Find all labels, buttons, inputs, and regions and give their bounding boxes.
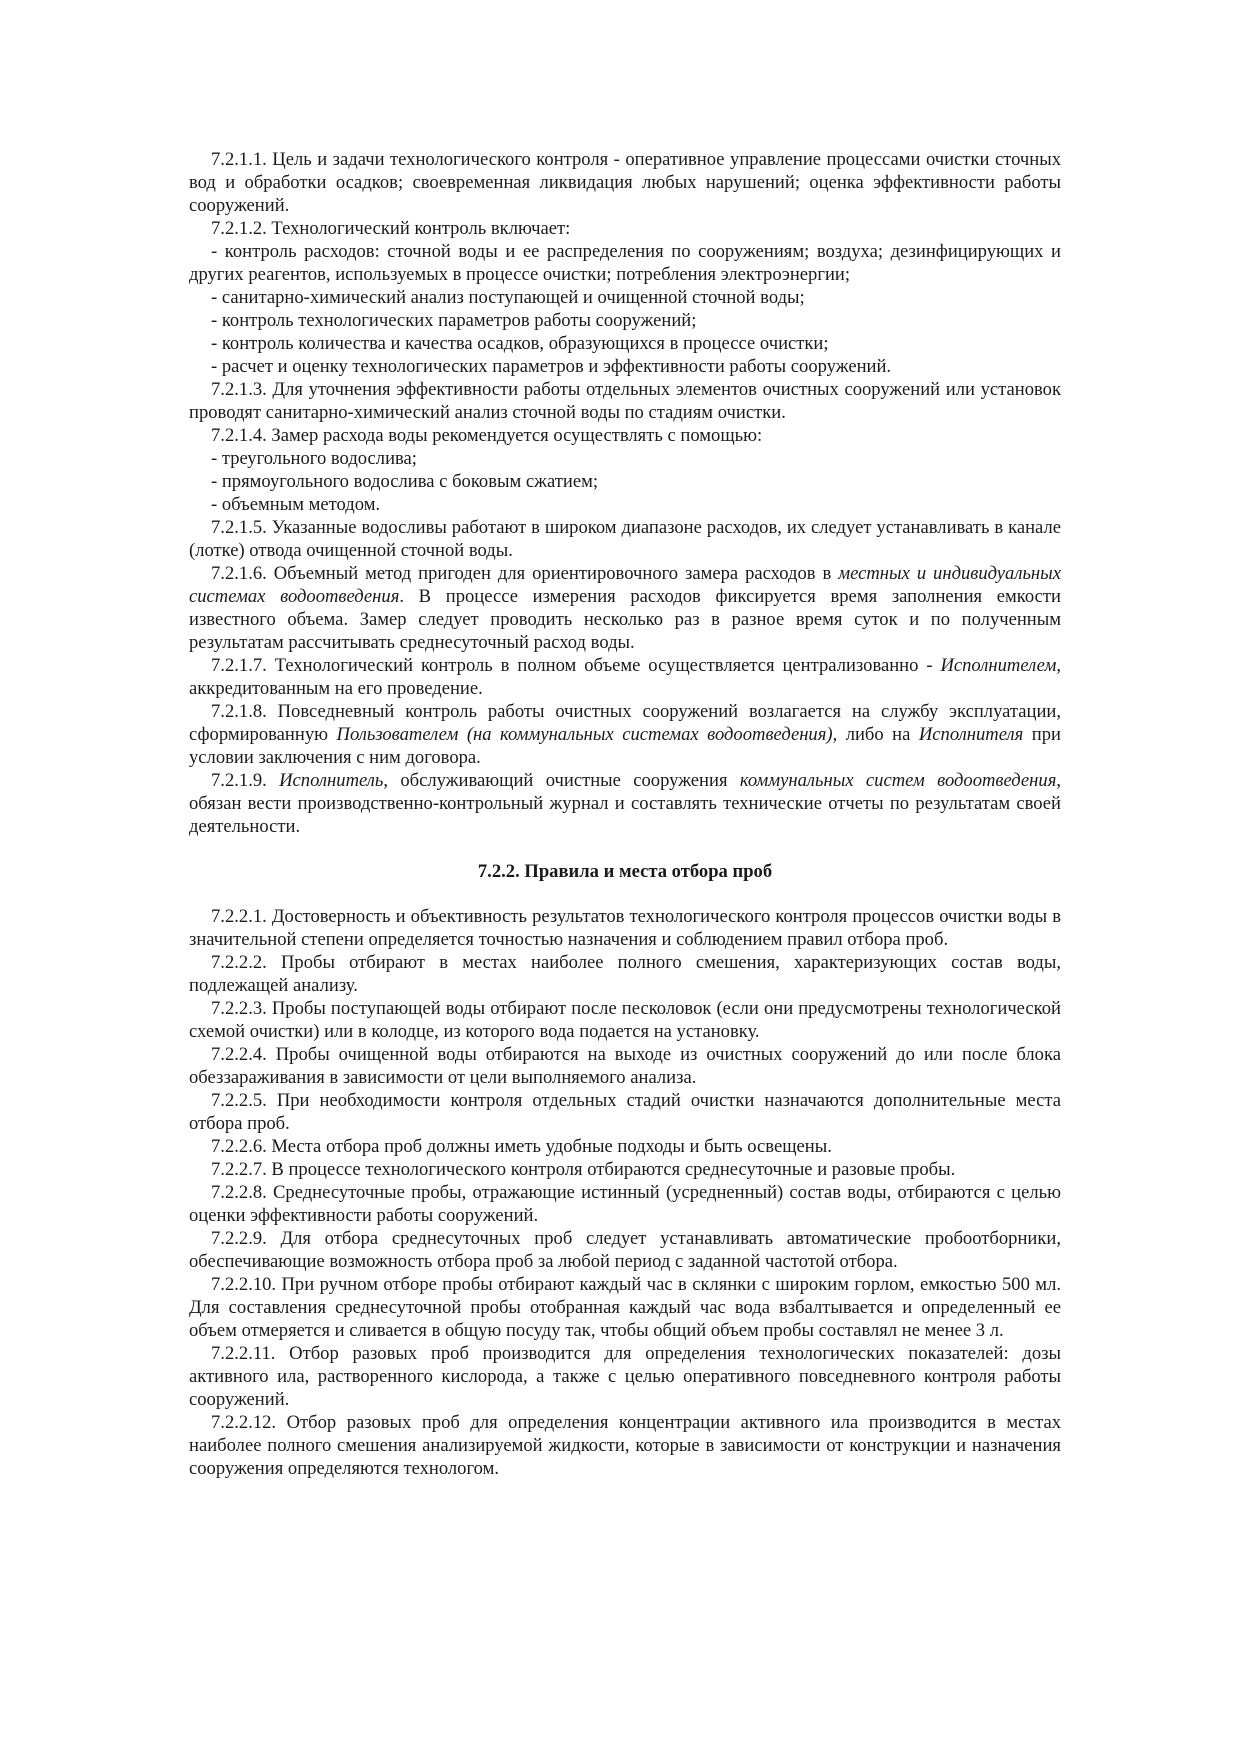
italic-term: Исполнителем — [940, 655, 1057, 676]
paragraph-7-2-2-11: 7.2.2.11. Отбор разовых проб производится для определения технологических показателей: дозы активного ила, растворенного кислорода, а также с целью оперативного повседневного контроля работы сооружений. — [189, 1343, 1061, 1410]
paragraph-7-2-1-9: 7.2.1.9. Исполнитель, обслуживающий очистные сооружения коммунальных систем водоотведения, обязан вести производственно-контрольный журнал и составлять технические отчеты по результатам своей деятельности. — [189, 770, 1061, 837]
list-item-volumetric-method: - объемным методом. — [211, 494, 381, 515]
paragraph-7-2-2-12: 7.2.2.12. Отбор разовых проб для определения концентрации активного ила производится в местах наиболее полного смешения анализируемой жидкости, которые в зависимости от конструкции и назначения сооружения определяются технологом. — [189, 1412, 1061, 1479]
section-heading: 7.2.2. Правила и места отбора проб — [477, 861, 773, 882]
paragraph-7-2-1-3: 7.2.1.3. Для уточнения эффективности работы отдельных элементов очистных сооружений или установок проводят санитарно-химический анализ сточной воды по стадиям очистки. — [189, 379, 1061, 423]
italic-term: Исполнитель — [279, 770, 384, 791]
italic-term: Пользователем (на коммунальных системах водоотведения) — [336, 724, 833, 745]
paragraph-7-2-2-7: 7.2.2.7. В процессе технологического контроля отбираются среднесуточные и разовые пробы. — [211, 1159, 956, 1180]
list-item-sanitary-analysis: - санитарно-химический анализ поступающей и очищенной сточной воды; — [211, 287, 805, 308]
paragraph-7-2-1-5: 7.2.1.5. Указанные водосливы работают в широком диапазоне расходов, их следует устанавливать в канале (лотке) отвода очищенной сточной воды. — [189, 517, 1061, 561]
paragraph-7-2-1-4: 7.2.1.4. Замер расхода воды рекомендуется осуществлять с помощью: — [211, 425, 763, 446]
document-page — [189, 148, 1061, 1480]
list-item-process-parameters: - контроль технологических параметров работы сооружений; — [211, 310, 697, 331]
paragraph-7-2-2-2: 7.2.2.2. Пробы отбирают в местах наиболее полного смешения, характеризующих состав воды, подлежащей анализу. — [189, 952, 1061, 996]
italic-term: коммунальных систем водоотведения — [739, 770, 1057, 791]
paragraph-7-2-2-6: 7.2.2.6. Места отбора проб должны иметь удобные подходы и быть освещены. — [211, 1136, 832, 1157]
paragraph-7-2-1-8: 7.2.1.8. Повседневный контроль работы очистных сооружений возлагается на службу эксплуатации, сформированную Пользователем (на коммунальных системах водоотведения), либо на Исполнителя при условии заключения с ним договора. — [189, 701, 1061, 768]
list-item-rectangular-weir: - прямоугольного водослива с боковым сжатием; — [211, 471, 599, 492]
italic-term: местных и индивидуальных системах водоотведения — [189, 563, 1061, 607]
paragraph-7-2-2-1: 7.2.2.1. Достоверность и объективность результатов технологического контроля процессов очистки воды в значительной степени определяется точностью назначения и соблюдением правил отбора проб. — [189, 906, 1061, 950]
list-item-flow-control: - контроль расходов: сточной воды и ее распределения по сооружениям; воздуха; дезинфицирующих и других реагентов, используемых в процессе очистки; потребления электроэнергии; — [189, 241, 1061, 285]
italic-term: Исполнителя — [918, 724, 1024, 745]
paragraph-7-2-2-5: 7.2.2.5. При необходимости контроля отдельных стадий очистки назначаются дополнительные места отбора проб. — [189, 1090, 1061, 1134]
paragraph-7-2-2-4: 7.2.2.4. Пробы очищенной воды отбираются на выходе из очистных сооружений до или после блока обеззараживания в зависимости от цели выполняемого анализа. — [189, 1044, 1061, 1088]
list-item-efficiency-calculation: - расчет и оценку технологических параметров и эффективности работы сооружений. — [211, 356, 892, 377]
paragraph-7-2-1-6: 7.2.1.6. Объемный метод пригоден для ориентировочного замера расходов в местных и индивидуальных системах водоотведения. В процессе измерения расходов фиксируется время заполнения емкости известного объема. Замер следует проводить несколько раз в разное время суток и по полученным результатам рассчитывать среднесуточный расход воды. — [189, 563, 1061, 653]
list-item-sludge-control: - контроль количества и качества осадков, образующихся в процессе очистки; — [211, 333, 829, 354]
list-item-triangular-weir: - треугольного водослива; — [211, 448, 417, 469]
paragraph-7-2-1-1: 7.2.1.1. Цель и задачи технологического контроля - оперативное управление процессами очистки сточных вод и обработки осадков; своевременная ликвидация любых нарушений; оценка эффективности работы сооружений. — [189, 149, 1061, 216]
paragraph-7-2-2-8: 7.2.2.8. Среднесуточные пробы, отражающие истинный (усредненный) состав воды, отбираются с целью оценки эффективности работы сооружений. — [189, 1182, 1061, 1226]
paragraph-7-2-2-9: 7.2.2.9. Для отбора среднесуточных проб следует устанавливать автоматические пробоотборники, обеспечивающие возможность отбора проб за любой период с заданной частотой отбора. — [189, 1228, 1061, 1272]
paragraph-7-2-1-7: 7.2.1.7. Технологический контроль в полном объеме осуществляется централизованно - Исполнителем, аккредитованным на его проведение. — [189, 655, 1061, 699]
paragraph-7-2-1-2: 7.2.1.2. Технологический контроль включает: — [211, 218, 571, 239]
paragraph-7-2-2-10: 7.2.2.10. При ручном отборе пробы отбирают каждый час в склянки с широким горлом, емкостью 500 мл. Для составления среднесуточной пробы отобранная каждый час вода взбалтывается и определенный ее объем отмеряется и сливается в общую посуду так, чтобы общий объем пробы составлял не менее 3 л. — [189, 1274, 1061, 1341]
paragraph-7-2-2-3: 7.2.2.3. Пробы поступающей воды отбирают после песколовок (если они предусмотрены технологической схемой очистки) или в колодце, из которого вода подается на установку. — [189, 998, 1061, 1042]
